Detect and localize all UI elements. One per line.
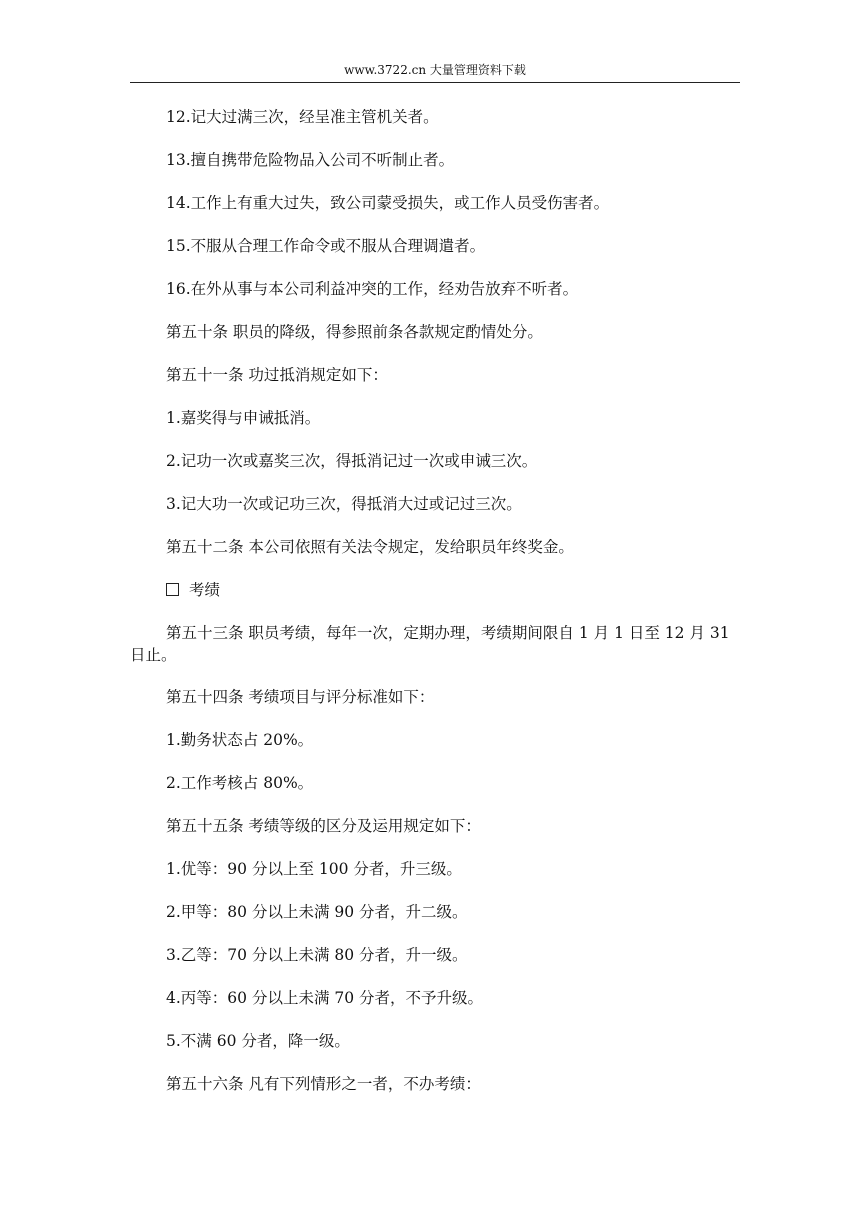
article-paragraph: 第五十三条 职员考绩，每年一次，定期办理，考绩期间限自 1 月 1 日至 12 月 31 日止。 xyxy=(130,624,730,664)
article-line: 第五十六条 凡有下列情形之一者，不办考绩： xyxy=(166,1075,481,1093)
article-line: 14.工作上有重大过失，致公司蒙受损失，或工作人员受伤害者。 xyxy=(166,194,610,212)
section-title: 考绩 xyxy=(189,581,221,599)
article-line: 13.擅自携带危险物品入公司不听制止者。 xyxy=(166,151,455,169)
header-text: www.3722.cn 大量管理资料下载 xyxy=(344,63,526,77)
article-line: 4.丙等：60 分以上未满 70 分者，不予升级。 xyxy=(166,989,484,1007)
article-line: 2.甲等：80 分以上未满 90 分者，升二级。 xyxy=(166,903,468,921)
article-line: 16.在外从事与本公司利益冲突的工作，经劝告放弃不听者。 xyxy=(166,280,579,298)
article-line: 15.不服从合理工作命令或不服从合理调遣者。 xyxy=(166,237,486,255)
article-line: 第五十条 职员的降级，得参照前条各款规定酌情处分。 xyxy=(166,323,543,341)
section-heading xyxy=(166,579,746,601)
article-line: 2.记功一次或嘉奖三次，得抵消记过一次或申诫三次。 xyxy=(166,452,538,470)
article-line: 2.工作考核占 80%。 xyxy=(166,774,314,792)
article-line: 1.嘉奖得与申诫抵消。 xyxy=(166,409,321,427)
checkbox-square-icon xyxy=(166,583,179,596)
article-line: 5.不满 60 分者，降一级。 xyxy=(166,1032,350,1050)
article-line: 第五十四条 考绩项目与评分标准如下： xyxy=(166,688,435,706)
article-line: 3.记大功一次或记功三次，得抵消大过或记过三次。 xyxy=(166,495,522,513)
article-line: 第五十二条 本公司依照有关法令规定，发给职员年终奖金。 xyxy=(166,538,574,556)
document-body xyxy=(130,106,746,1116)
page-header xyxy=(130,62,740,83)
article-line: 第五十五条 考绩等级的区分及运用规定如下： xyxy=(166,817,481,835)
article-line: 1.优等：90 分以上至 100 分者，升三级。 xyxy=(166,860,462,878)
article-line: 第五十一条 功过抵消规定如下： xyxy=(166,366,388,384)
article-line: 3.乙等：70 分以上未满 80 分者，升一级。 xyxy=(166,946,468,964)
article-line: 1.勤务状态占 20%。 xyxy=(166,731,314,749)
article-line: 12.记大过满三次，经呈准主管机关者。 xyxy=(166,108,439,126)
